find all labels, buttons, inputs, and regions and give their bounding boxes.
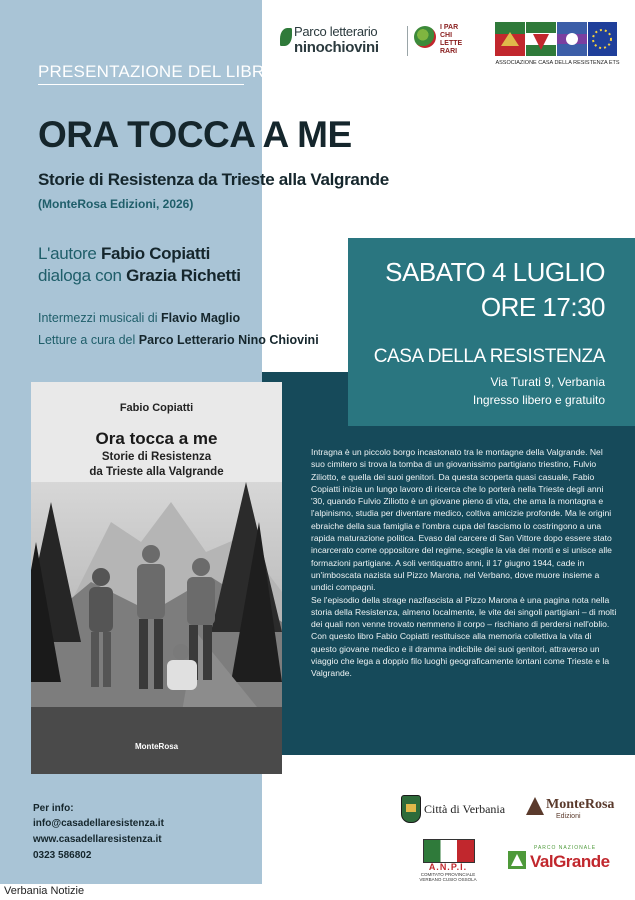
event-venue: CASA DELLA RESISTENZA — [373, 346, 605, 367]
dialog-name: Grazia Richetti — [126, 266, 241, 285]
anpi-logo-name: A.N.P.I. — [428, 862, 468, 872]
contact-email[interactable]: info@casadellaresistenza.it — [33, 818, 164, 829]
reading-line — [38, 333, 319, 347]
cover-subtitle-line1: Storie di Resistenza — [101, 451, 212, 463]
event-address: Via Turati 9, Verbania — [490, 375, 605, 389]
cover-photo-image — [31, 482, 282, 774]
parco-letterario-logo — [280, 22, 406, 58]
section-underline — [38, 84, 244, 85]
event-entry: Ingresso libero e gratuito — [472, 393, 605, 407]
crest-icon — [401, 795, 421, 823]
monterosa-logo-name: MonteRosa — [546, 797, 615, 812]
author-prefix: L'autore — [38, 244, 97, 263]
contact-website[interactable]: www.casadellaresistenza.it — [33, 834, 162, 845]
caption-strip — [0, 884, 635, 900]
description-paragraph: Con questo libro Fabio Copiatti restituisce alla memoria collettiva la vita di questo giovane medico e il dramma indicibile dei suoi genitori, attraverso un viaggio che lega a doppio filo luoghi geograficamente lontani come Trieste e la Valgrande. — [311, 631, 610, 679]
event-date: SABATO 4 LUGLIO — [385, 257, 605, 287]
cover-subtitle-line2: da Trieste alla Valgrande — [89, 466, 224, 478]
leaf-icon — [280, 28, 292, 46]
mountain-icon — [526, 797, 544, 815]
section-heading: PRESENTAZIONE DEL LIBRO — [38, 62, 278, 81]
park-icon — [508, 851, 526, 869]
cover-title: Ora tocca a me — [95, 429, 218, 448]
reading-prefix: Letture a cura del — [38, 333, 136, 347]
author-name: Fabio Copiatti — [100, 244, 211, 263]
logo-divider — [407, 26, 408, 56]
casa-resistenza-flags-logo — [495, 22, 617, 58]
citta-di-verbania-logo — [401, 795, 521, 829]
parco-logo-line2: ninochiovini — [294, 39, 379, 56]
verbania-logo-text: Città di Verbania — [424, 802, 506, 816]
parco-logo-line1: Parco letterario — [294, 24, 378, 39]
contact-phone: 0323 586802 — [33, 850, 92, 861]
book-subtitle: Storie di Resistenza da Trieste alla Valgrande — [38, 170, 389, 189]
book-description — [311, 446, 617, 680]
iparchi-letterari-logo — [414, 24, 474, 58]
reading-name: Parco Letterario Nino Chiovini — [138, 333, 319, 347]
event-time: ORE 17:30 — [480, 292, 605, 322]
source-caption: Verbania Notizie — [4, 885, 85, 897]
music-name: Flavio Maglio — [160, 311, 241, 325]
author-line — [38, 244, 210, 264]
tree-icon — [414, 26, 436, 48]
parco-valgrande-logo — [508, 845, 623, 875]
valgrande-logo-top: PARCO NAZIONALE — [534, 845, 597, 851]
monterosa-edizioni-logo — [526, 795, 626, 829]
iparchi-logo-text: I PAR CHI LETTE RARI — [440, 24, 463, 55]
anpi-logo-sub: COMITATO PROVINCIALE VERBANO CUSIO OSSOLA — [419, 872, 477, 882]
description-paragraph: Intragna è un piccolo borgo incastonato tra le montagne della Valgrande. Nel suo cimitero si trova la tomba di un giovanissimo partigiano triestino, Fulvio Ziliotto, e quella dei suoi genitori. Da questa scoperta quasi casuale, Fabio Copiatti inizia un lungo lavoro di ricerca che lo porterà nella Trieste degli anni '30, quando Fulvio Ziliotto è un giovane pieno di vita, che ama la montagna e l'alpinismo, studia per diventare medico, coltiva amicizie profonde. Ma le origini ebraiche della sua famiglia e l'ombra cupa del fascismo lo costringono a una rapida maturazione politica. Evaso dal carcere di San Vittore dopo essere stato incarcerato come oppositore del regime, sceglie la via dei monti e si unisce alle formazioni partigiane. A soli ventiquattro anni, il 17 giugno 1944, cade in un'imboscata nazista sul Pizzo Marona, nel Verbano, dove muore insieme a undici compagni. — [311, 447, 612, 593]
cover-publisher-brand: MonteRosa — [135, 742, 179, 751]
casa-logo-caption: ASSOCIAZIONE CASA DELLA RESISTENZA ETS — [495, 60, 620, 66]
flags-icon — [495, 22, 617, 58]
book-publisher: (MonteRosa Edizioni, 2026) — [38, 197, 194, 211]
valgrande-logo-name: ValGrande — [530, 852, 610, 871]
description-paragraph: Se l'episodio della strage nazifascista al Pizzo Marona è una pagina nota nella storia della Resistenza, almeno localmente, le vite dei singoli partigiani – di molti dei quali non venne trovato nemmeno il corpo – rischiano di perdersi nell'oblio. — [311, 594, 617, 630]
flag-badge-icon — [423, 839, 475, 863]
dialog-line — [38, 266, 241, 286]
contact-label: Per info: — [33, 803, 74, 814]
music-prefix: Intermezzi musicali di — [38, 311, 158, 325]
book-cover — [31, 382, 282, 774]
cover-author: Fabio Copiatti — [119, 402, 194, 414]
music-line — [38, 311, 240, 325]
book-title: ORA TOCCA A ME — [38, 114, 352, 155]
monterosa-logo-sub: Edizioni — [556, 813, 581, 820]
dialog-prefix: dialoga con — [38, 266, 122, 285]
anpi-logo — [417, 839, 479, 881]
